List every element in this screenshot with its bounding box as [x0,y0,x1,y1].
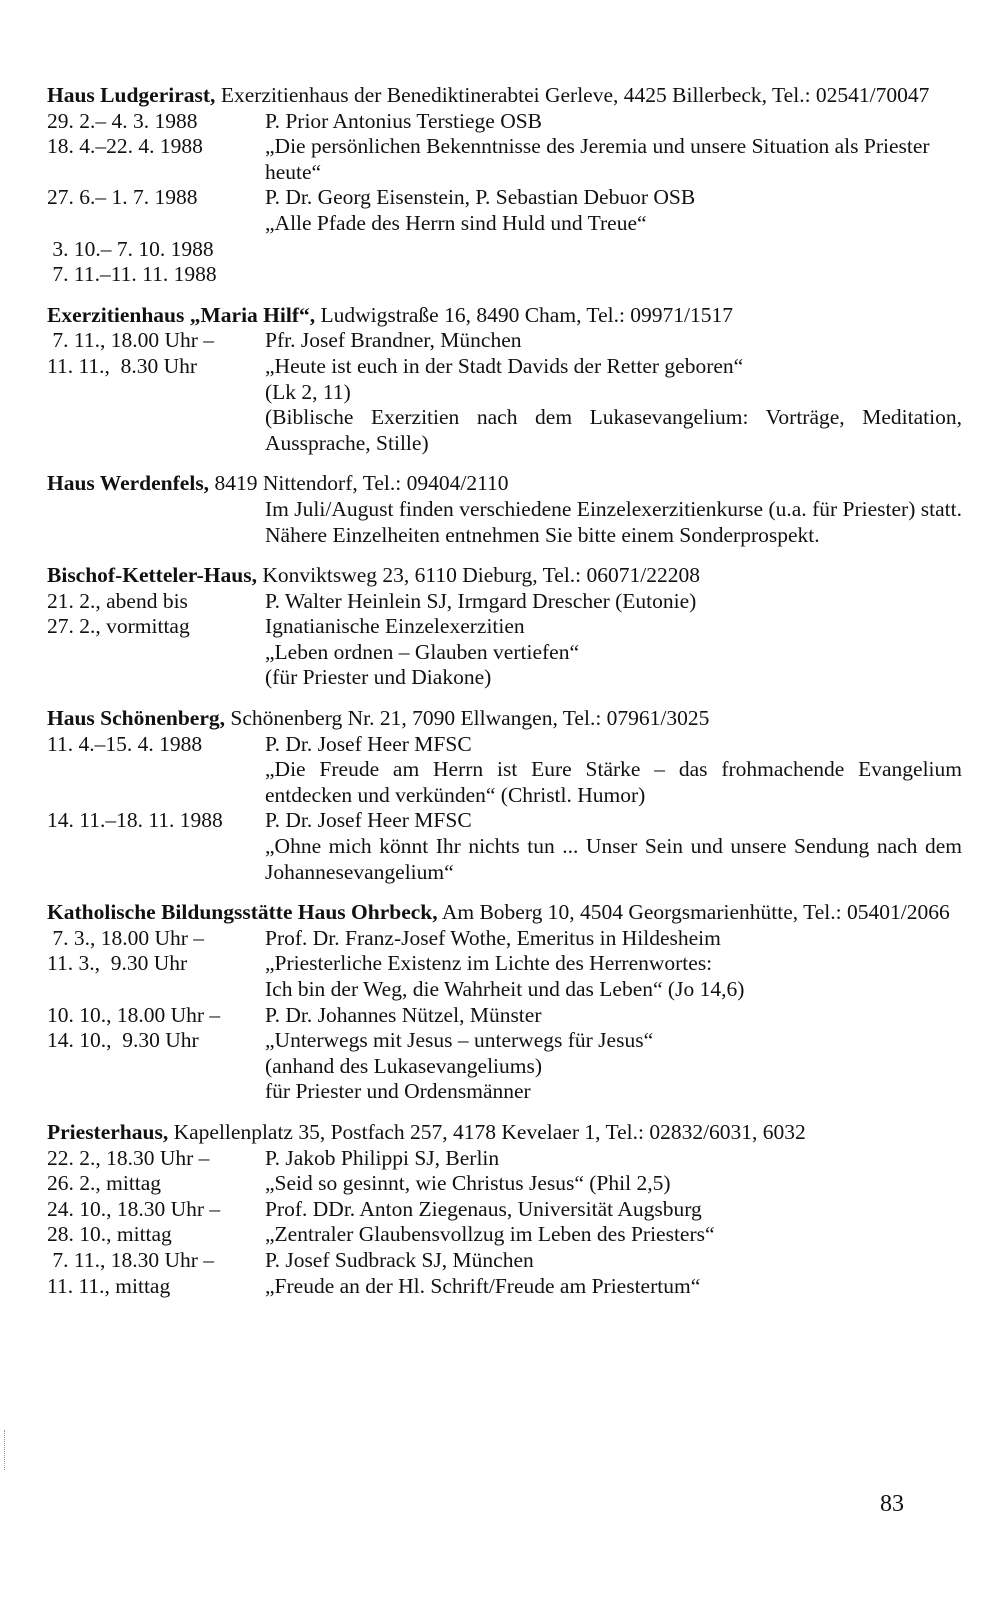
list-item [47,1274,962,1300]
entry-date: 29. 2.– 4. 3. 1988 [47,108,198,133]
section-heading [47,900,962,926]
entry-text: (Biblische Exerzitien nach dem Lukasevangelium: Vorträge, Meditation, Aussprache, Stille) [265,405,962,455]
entry-date: 7. 11.–11. 11. 1988 [47,262,217,287]
section-bischof-ketteler-haus [47,563,962,691]
section-priesterhaus [47,1120,962,1299]
section-haus-schoenenberg [47,706,962,885]
entry-text: „Zentraler Glaubensvollzug im Leben des Priesters“ [265,1222,715,1247]
entry-text: „Leben ordnen – Glauben vertiefen“ [265,639,579,664]
section-heading [47,303,962,329]
entry-text: P. Prior Antonius Terstiege OSB [265,108,543,133]
section-heading [47,563,962,589]
entry-text: P. Dr. Georg Eisenstein, P. Sebastian Debuor OSB [265,185,696,210]
page-number: 83 [880,1491,904,1517]
entry-date: 27. 6.– 1. 7. 1988 [47,185,198,210]
entry-date: 7. 11., 18.30 Uhr – [47,1247,215,1272]
list-item [47,732,962,758]
section-haus-werdenfels [47,471,962,548]
entry-text: „Priesterliche Existenz im Lichte des Herrenwortes: [265,951,713,976]
section-name: Haus Schönenberg, [47,706,226,731]
list-item [47,1003,962,1029]
entry-text: „Die persönlichen Bekenntnisse des Jeremia und unsere Situation als Priester heute“ [265,134,930,184]
entry-text: Ignatianische Einzelexerzitien [265,614,525,639]
section-haus-ludgerirast [47,83,962,288]
entry-text: Pfr. Josef Brandner, München [265,328,522,353]
list-item [47,589,962,615]
list-item [47,1028,962,1054]
entry-text: (für Priester und Diakone) [265,665,492,690]
entry-date: 14. 10., 9.30 Uhr [47,1028,199,1053]
list-item [47,328,962,354]
list-item [47,262,962,288]
entry-date: 11. 11., mittag [47,1273,171,1298]
section-heading [47,83,962,109]
section-maria-hilf [47,303,962,457]
section-address: Konviktsweg 23, 6110 Dieburg, Tel.: 06071/22208 [256,563,700,588]
section-name: Haus Werdenfels, [47,471,210,496]
entry-text: „Ohne mich könnt Ihr nichts tun ... Unser Sein und unsere Sendung nach dem Johannesevangelium“ [265,834,962,884]
section-name: Bischof-Ketteler-Haus, [47,563,257,588]
section-name: Katholische Bildungsstätte Haus Ohrbeck, [47,900,438,925]
entry-date: 3. 10.– 7. 10. 1988 [47,236,214,261]
entry-date: 14. 11.–18. 11. 1988 [47,808,223,833]
list-item [47,1197,962,1223]
entry-text: für Priester und Ordensmänner [265,1079,531,1104]
section-haus-ohrbeck [47,900,962,1105]
list-item [47,237,962,263]
entry-date: 7. 3., 18.00 Uhr – [47,925,205,950]
section-address: Schönenberg Nr. 21, 7090 Ellwangen, Tel.: 07961/3025 [225,706,710,731]
margin-mark [4,1430,6,1470]
list-item [47,926,962,952]
section-address: Ludwigstraße 16, 8490 Cham, Tel.: 09971/1517 [315,302,734,327]
list-item [47,808,962,834]
entry-text: P. Jakob Philippi SJ, Berlin [265,1145,500,1170]
list-item [47,951,962,977]
entry-text: „Seid so gesinnt, wie Christus Jesus“ (Phil 2,5) [265,1171,671,1196]
document-body [47,83,962,1314]
list-item [47,109,962,135]
entry-text: „Heute ist euch in der Stadt Davids der Retter geboren“ [265,353,744,378]
list-item [47,614,962,640]
section-address: Exerzitienhaus der Benediktinerabtei Gerleve, 4425 Billerbeck, Tel.: 02541/70047 [215,83,930,107]
section-heading [47,706,962,732]
entry-date: 24. 10., 18.30 Uhr – [47,1196,221,1221]
entry-text: „Alle Pfade des Herrn sind Huld und Treue“ [265,210,647,235]
entry-text: (Lk 2, 11) [265,379,351,404]
list-item [47,1146,962,1172]
section-note: Im Juli/August finden verschiedene Einzelexerzitienkurse (u.a. für Priester) statt. Nähere Einzelheiten entnehmen Sie bitte einem Sonderprospekt. [265,496,962,547]
section-address: Am Boberg 10, 4504 Georgsmarienhütte, Tel.: 05401/2066 [437,900,950,925]
entry-date: 10. 10., 18.00 Uhr – [47,1002,221,1027]
entry-text: (anhand des Lukasevangeliums) [265,1053,543,1078]
list-item [47,1171,962,1197]
list-item [47,185,962,211]
list-item [47,1222,962,1248]
entry-date: 28. 10., mittag [47,1222,172,1247]
entry-date: 11. 3., 9.30 Uhr [47,951,188,976]
section-name: Exerzitienhaus „Maria Hilf“, [47,302,316,327]
section-address: 8419 Nittendorf, Tel.: 09404/2110 [209,471,509,496]
entry-text: P. Walter Heinlein SJ, Irmgard Drescher (Eutonie) [265,588,697,613]
entry-date: 18. 4.–22. 4. 1988 [47,134,203,159]
section-name: Priesterhaus, [47,1119,169,1144]
entry-text: P. Dr. Josef Heer MFSC [265,808,472,833]
entry-date: 26. 2., mittag [47,1171,162,1196]
entry-date: 11. 11., 8.30 Uhr [47,353,198,378]
entry-text: P. Dr. Johannes Nützel, Münster [265,1002,542,1027]
entry-text: „Unterwegs mit Jesus – unterwegs für Jesus“ [265,1028,654,1053]
entry-text: P. Dr. Josef Heer MFSC [265,731,472,756]
entry-text: Ich bin der Weg, die Wahrheit und das Leben“ (Jo 14,6) [265,977,745,1001]
entry-date: 21. 2., abend bis [47,588,188,613]
list-item [47,1248,962,1274]
entry-text: Prof. Dr. Franz-Josef Wothe, Emeritus in Hildesheim [265,925,721,950]
entry-date: 27. 2., vormittag [47,614,190,639]
entry-date: 7. 11., 18.00 Uhr – [47,328,215,353]
section-name: Haus Ludgerirast, [47,83,216,107]
entry-date: 11. 4.–15. 4. 1988 [47,731,203,756]
section-address: Kapellenplatz 35, Postfach 257, 4178 Kevelaer 1, Tel.: 02832/6031, 6032 [168,1119,806,1144]
section-heading [47,1120,962,1146]
section-heading [47,471,962,497]
entry-text: P. Josef Sudbrack SJ, München [265,1247,534,1272]
entry-date: 22. 2., 18.30 Uhr – [47,1145,210,1170]
entry-text: „Die Freude am Herrn ist Eure Stärke – das frohmachende Evangelium entdecken und verkünden“ (Christl. Humor) [265,757,962,807]
list-item [47,354,962,380]
entry-text: Prof. DDr. Anton Ziegenaus, Universität Augsburg [265,1196,702,1221]
entry-text: „Freude an der Hl. Schrift/Freude am Priestertum“ [265,1273,701,1298]
list-item [47,134,962,185]
